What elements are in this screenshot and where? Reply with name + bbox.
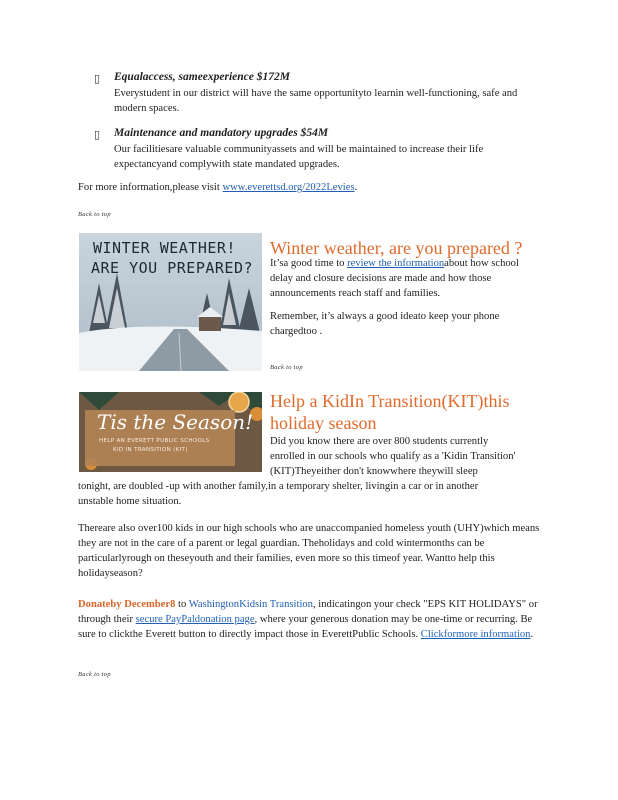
review-information-link[interactable]: review the information (347, 258, 445, 269)
donate-mid: , indicatingon your check "EPS KIT HOLIDAYS" or through their (78, 599, 538, 625)
bullet-title-maintenance: Maintenance and mandatory upgrades $54M (114, 127, 329, 139)
levies-link[interactable]: www.everettsd.org/2022Levies (222, 182, 355, 193)
bullet-title-equal-access: Equalaccess, sameexperience $172M (114, 71, 290, 83)
washington-kids-in-transition-link[interactable]: WashingtonKidsin Transition (188, 599, 313, 610)
winter-headline: Winter weather, are you prepared ? (270, 238, 523, 258)
bullet-icon: ▯ (94, 129, 101, 141)
bullet-text-maintenance: Our facilitiesare valuable communityassets and will be maintained to increase their life expectancyand complywith state mandated upgrades. (114, 144, 484, 170)
kit-image-title: Tis the Season! (97, 410, 254, 434)
back-to-top-link[interactable]: Back to top (78, 211, 111, 218)
kit-image-subtitle-2: KID IN TRANSITION (KIT) (113, 447, 188, 453)
kit-p1-line-b: enrolled in our schools who qualify as a 'Kidin Transition' (270, 451, 516, 462)
winter-paragraph-1 (270, 256, 532, 301)
bullet-text-equal-access: Everystudent in our district will have the same opportunityto learnin well-functioning, safe and modern spaces. (114, 88, 518, 114)
winter-image-title-line1: WINTER WEATHER! (93, 239, 236, 257)
kit-paragraph-2: Thereare also over100 kids in our high schools who are unaccompanied homeless youth (UHY)which means they are not in the care of a parent or legal guardian. Theholidays and cold wintermonths can be particularlyrough on theseyouth and their families, even more so this timeof year. Wantto help this holidayseason? (78, 523, 540, 579)
winter-paragraph-2: Remember, it’s always a good ideato keep your phone chargedtoo . (270, 311, 500, 337)
kit-p1-line-d: tonight, are doubled -up with another family,in a temporary shelter, livingin a car or in another (78, 481, 479, 492)
donate-after: , where your generous donation may be one-time or recurring. Be sure to clickthe Everett button to directly impact those in EverettPublic Schools. (78, 614, 533, 640)
winter-p1-suffix: about how school delay and closure decisions are made and how those announcements reach staff and families. (270, 258, 519, 299)
kit-donate-paragraph (78, 597, 550, 642)
tis-the-season-image (79, 392, 262, 472)
kit-p1-line-c: (KIT)Theyeither don't knowwhere theywill sleep (270, 466, 478, 477)
more-info-suffix: . (354, 182, 358, 193)
kit-headline-line2: holiday season (270, 413, 377, 433)
paypal-donation-link[interactable]: secure PayPaldonation page (135, 614, 255, 625)
click-for-more-information-link[interactable]: Clickformore information (420, 629, 531, 640)
winter-image-title-line2: ARE YOU PREPARED? (91, 259, 254, 277)
donate-to: to (178, 599, 189, 610)
more-info-prefix: For more information,please visit (78, 182, 223, 193)
winter-p1-prefix: It’sa good time to (270, 258, 348, 269)
kit-headline-line1: Help a KidIn Transition(KIT)this (270, 391, 510, 411)
back-to-top-link[interactable]: Back to top (270, 364, 303, 371)
winter-weather-image (79, 233, 262, 371)
back-to-top-link[interactable]: Back to top (78, 671, 111, 678)
donate-deadline: Donateby December8 (78, 599, 176, 610)
donate-end: . (530, 629, 534, 640)
bullet-icon: ▯ (94, 73, 101, 85)
kit-p1-line-a: Did you know there are over 800 students currently (270, 436, 489, 447)
more-info-line (78, 180, 558, 195)
kit-p1-line-e: unstable home situation. (78, 496, 182, 507)
kit-image-subtitle-1: HELP AN EVERETT PUBLIC SCHOOLS (99, 438, 210, 444)
